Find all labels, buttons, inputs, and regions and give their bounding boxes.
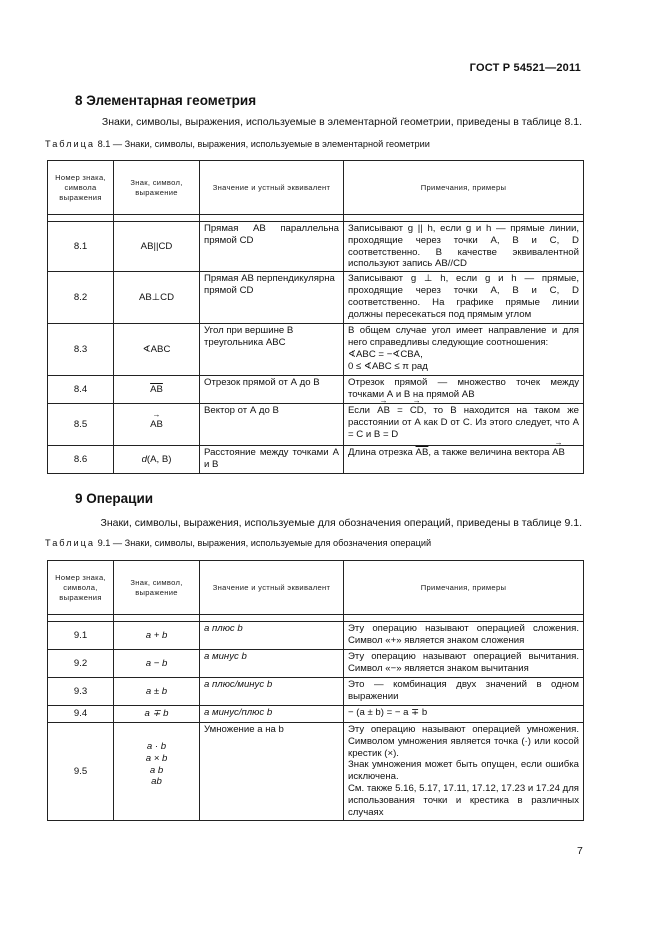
row-symbol: a − b: [114, 650, 200, 678]
column-header-number: Номер знака, символа, выражения: [48, 561, 114, 615]
document-header: ГОСТ Р 54521—2011: [469, 62, 581, 74]
table-row: [48, 723, 584, 821]
table-spacer-row: [48, 215, 584, 222]
row-number: 8.5: [48, 404, 114, 446]
vector-symbol: → AB: [552, 447, 565, 459]
table-8-1: [47, 160, 584, 474]
row-note: − (a ± b) = − a ∓ b: [344, 706, 584, 723]
row-meaning: Прямая AB перпендикулярна прямой CD: [200, 272, 344, 324]
page-number: 7: [577, 845, 583, 857]
row-symbol: AB||CD: [114, 222, 200, 272]
section-8-title: 8 Элементарная геометрия: [75, 93, 257, 108]
table-row: [48, 650, 584, 678]
table-row: [48, 622, 584, 650]
row-symbol: AB⊥CD: [114, 272, 200, 324]
row-symbol: ∢ABC: [114, 324, 200, 376]
vector-symbol: → AB: [377, 405, 390, 417]
segment-symbol: $\overline{AB}$: [415, 447, 429, 459]
row-meaning: Умножение a на b: [200, 723, 344, 821]
row-symbol: [114, 723, 200, 821]
row-symbol: a ∓ b: [114, 706, 200, 723]
caption-text: 9.1 — Знаки, символы, выражения, используемые для обозначения операций: [97, 538, 432, 548]
column-header-meaning: Значение и устный эквивалент: [200, 161, 344, 215]
note-text: =: [397, 405, 403, 417]
row-note: [344, 723, 584, 821]
note-line: ∢ABC = −∢CBA,: [348, 348, 423, 360]
table-row: [48, 324, 584, 376]
distance-function: d: [141, 453, 147, 465]
column-header-notes: Примечания, примеры: [344, 161, 584, 215]
table-row: [48, 376, 584, 404]
table-row: [48, 404, 584, 446]
note-line: В общем случае угол имеет направление и для него справедливы следующие соотношения:: [348, 325, 579, 348]
row-meaning: a плюс/минус b: [200, 678, 344, 706]
note-text: , а также величина вектора: [428, 447, 550, 459]
note-line: Эту операцию называют операцией умножения. Символом умножения является точка (·) или косой крестик (×).: [348, 724, 579, 759]
column-header-number: Номер знака, символа выражения: [48, 161, 114, 215]
note-text: Длина отрезка: [348, 447, 413, 459]
row-number: 9.4: [48, 706, 114, 723]
row-meaning: Отрезок прямой от А до В: [200, 376, 344, 404]
row-number: 8.1: [48, 222, 114, 272]
row-note: Отрезок прямой — множество точек между точками А и В на прямой AB: [344, 376, 584, 404]
symbol-line: a b: [149, 764, 164, 776]
note-line: Знак умножения может быть опущен, если ошибка исключена.: [348, 759, 579, 783]
symbol-line: a · b: [146, 741, 167, 752]
row-number: 9.2: [48, 650, 114, 678]
table-row: [48, 678, 584, 706]
segment-symbol: $\overline{AB}$: [150, 383, 163, 395]
row-meaning: a минус/плюс b: [200, 706, 344, 723]
note-text: Если: [348, 405, 371, 417]
table-row: [48, 222, 584, 272]
row-number: 8.6: [48, 446, 114, 474]
row-meaning: Вектор от А до В: [200, 404, 344, 446]
vector-symbol: → CD: [410, 405, 424, 417]
row-meaning: a плюс b: [200, 622, 344, 650]
row-meaning: a минус b: [200, 650, 344, 678]
symbol-line: a × b: [145, 752, 168, 764]
row-note: Эту операцию называют операцией сложения. Символ «+» является знаком сложения: [344, 622, 584, 650]
row-number: 8.2: [48, 272, 114, 324]
row-number: 8.4: [48, 376, 114, 404]
note-text: , то В находится на таком же расстоянии от А как D от С. Из этого следует, что А = С и В = D: [348, 405, 580, 440]
row-symbol: a ± b: [114, 678, 200, 706]
row-number: 9.5: [48, 723, 114, 821]
column-header-notes: Примечания, примеры: [344, 561, 584, 615]
row-note: [344, 404, 584, 446]
column-header-symbol: Знак, символ, выражение: [114, 161, 200, 215]
symbol-line: ab: [151, 776, 162, 788]
row-number: 9.1: [48, 622, 114, 650]
caption-text: 8.1 — Знаки, символы, выражения, используемые в элементарной геометрии: [97, 139, 430, 149]
distance-args: (A, B): [146, 453, 172, 465]
section-9-title: 9 Операции: [75, 491, 154, 506]
column-header-meaning: Значение и устный эквивалент: [200, 561, 344, 615]
note-line: См. также 5.16, 5.17, 17.11, 17.12, 17.23 и 17.24 для использования точки и крестика в различных случаях: [348, 782, 579, 818]
table-9-1-caption: [45, 538, 431, 548]
row-symbol: [114, 446, 200, 474]
table-spacer-row: [48, 615, 584, 622]
table-row: [48, 272, 584, 324]
row-number: 9.3: [48, 678, 114, 706]
section-8-intro: Знаки, символы, выражения, используемые в элементарной геометрии, приведены в таблице 8.1.: [101, 116, 582, 128]
row-note: [344, 324, 584, 376]
row-note: [344, 446, 584, 474]
row-note: Это — комбинация двух значений в одном выражении: [344, 678, 584, 706]
table-header-row: [48, 161, 584, 215]
column-header-symbol: Знак, символ, выражение: [114, 561, 200, 615]
row-note: Записывают g || h, если g и h — прямые линии, проходящие через точки А, В и С, D соответственно. В качестве эквивалентной используют запись AB//CD: [344, 222, 584, 272]
row-meaning: Прямая AB параллельна прямой CD: [200, 222, 344, 272]
table-header-row: [48, 561, 584, 615]
row-symbol: [114, 376, 200, 404]
vector-symbol: → AB: [150, 419, 163, 431]
row-number: 8.3: [48, 324, 114, 376]
table-row: [48, 446, 584, 474]
row-symbol: [114, 404, 200, 446]
table-8-1-caption: [45, 139, 430, 149]
row-note: Записывают g ⊥ h, если g и h — прямые, проходящие через точки А, В и С, D соответственно. На графике прямые линии должны пересекаться под прямым углом: [344, 272, 584, 324]
row-symbol: a + b: [114, 622, 200, 650]
row-meaning: Расстояние между точками А и В: [200, 446, 344, 474]
row-meaning: Угол при вершине В треугольника ABC: [200, 324, 344, 376]
row-note: Эту операцию называют операцией вычитания. Символ «−» является знаком вычитания: [344, 650, 584, 678]
note-line: 0 ≤ ∢ABC ≤ π рад: [348, 360, 428, 372]
table-row: [48, 706, 584, 723]
section-9-intro: Знаки, символы, выражения, используемые для обозначения операций, приведены в таблице 9.1.: [100, 517, 582, 529]
caption-label: Таблица: [45, 139, 96, 149]
table-9-1: [47, 560, 584, 821]
caption-label: Таблица: [45, 538, 96, 548]
